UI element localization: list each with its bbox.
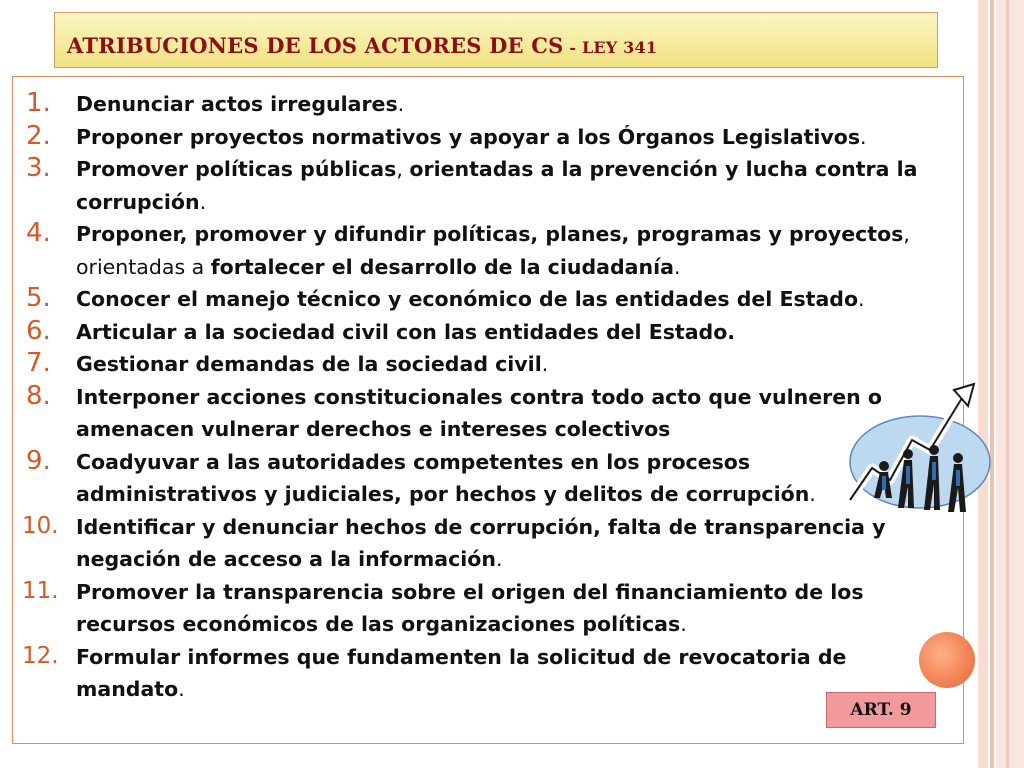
- item-text: Proponer proyectos normativos y apoyar a los Órganos Legislativos: [76, 124, 861, 149]
- article-badge-label: ART. 9: [850, 700, 912, 720]
- item-end: .: [397, 92, 405, 116]
- slide-title: [67, 33, 657, 58]
- item-end: .: [495, 547, 503, 571]
- item-number: 7.: [26, 348, 51, 378]
- list-item: [22, 316, 962, 349]
- item-text: Conocer el manejo técnico y económico de las entidades del Estado: [76, 287, 859, 311]
- item-number: 9.: [26, 445, 51, 476]
- item-text: Proponer, promover y difundir políticas, planes, programas y proyectos: [76, 222, 904, 246]
- item-end: .: [673, 254, 681, 279]
- item-number: 6.: [26, 315, 51, 346]
- item-text-2: fortalecer el desarrollo de la ciudadanía: [210, 254, 674, 279]
- list-item: [22, 348, 962, 381]
- item-number: 10.: [22, 512, 59, 539]
- list-item: [22, 153, 962, 218]
- item-number: 12.: [22, 642, 59, 669]
- orange-circle-decoration: [919, 632, 975, 688]
- side-stripe-3: [996, 0, 1024, 768]
- item-text: Promover la transparencia sobre el origen del financiamiento de los recursos económicos de las organizaciones políticas: [76, 579, 864, 636]
- side-stripe-4: [1006, 0, 1009, 768]
- item-end: .: [680, 612, 687, 636]
- item-end: .: [860, 124, 867, 149]
- list-item: [22, 218, 962, 283]
- list-item: [22, 88, 962, 121]
- item-number: 2.: [26, 120, 51, 151]
- title-banner: [54, 12, 938, 68]
- list-item: [22, 511, 962, 576]
- item-text: Gestionar demandas de la sociedad civil: [76, 352, 542, 376]
- list-item: [22, 121, 962, 154]
- item-text: Formular informes que fundamenten la solicitud de revocatoria de mandato: [76, 644, 847, 701]
- article-badge: [826, 692, 936, 728]
- item-end: .: [809, 482, 816, 506]
- item-number: 5.: [26, 283, 51, 313]
- item-text-2: orientadas a la prevención y lucha contra la corrupción: [76, 157, 918, 214]
- item-text: Coadyuvar a las autoridades competentes en los procesos administrativos y judiciales, por hechos y delitos de corrupción: [76, 449, 810, 506]
- slide-title-suffix: - LEY 341: [563, 38, 658, 57]
- item-mid: ,: [396, 157, 410, 181]
- slide-title-main: ATRIBUCIONES DE LOS ACTORES DE CS: [67, 33, 564, 58]
- item-text: Interponer acciones constitucionales contra todo acto que vulneren o amenacen vulnerar derechos e intereses colectivos: [76, 384, 882, 441]
- item-end: .: [541, 352, 549, 376]
- attributions-list: [22, 88, 962, 706]
- list-item: [22, 283, 962, 316]
- people-pushing-rising-arrow-icon: [842, 380, 992, 530]
- item-number: 3.: [26, 153, 51, 183]
- item-number: 11.: [22, 577, 59, 604]
- item-text: Identificar y denunciar hechos de corrupción, falta de transparencia y negación de acceso a la información: [76, 514, 886, 571]
- list-item: [22, 446, 962, 511]
- item-end: .: [199, 189, 207, 214]
- item-text: Promover políticas públicas: [76, 157, 397, 181]
- item-text: Denunciar actos irregulares: [76, 92, 398, 116]
- item-text: Articular a la sociedad civil con las entidades del Estado.: [76, 319, 736, 344]
- item-mid: , orientadas a: [76, 222, 910, 279]
- item-number: 1.: [26, 88, 51, 118]
- list-item: [22, 576, 962, 641]
- item-number: 4.: [26, 218, 51, 248]
- list-item: [22, 381, 962, 446]
- item-end: .: [178, 677, 185, 701]
- item-end: .: [858, 287, 865, 311]
- list-item: [22, 641, 962, 706]
- item-number: 8.: [26, 380, 51, 411]
